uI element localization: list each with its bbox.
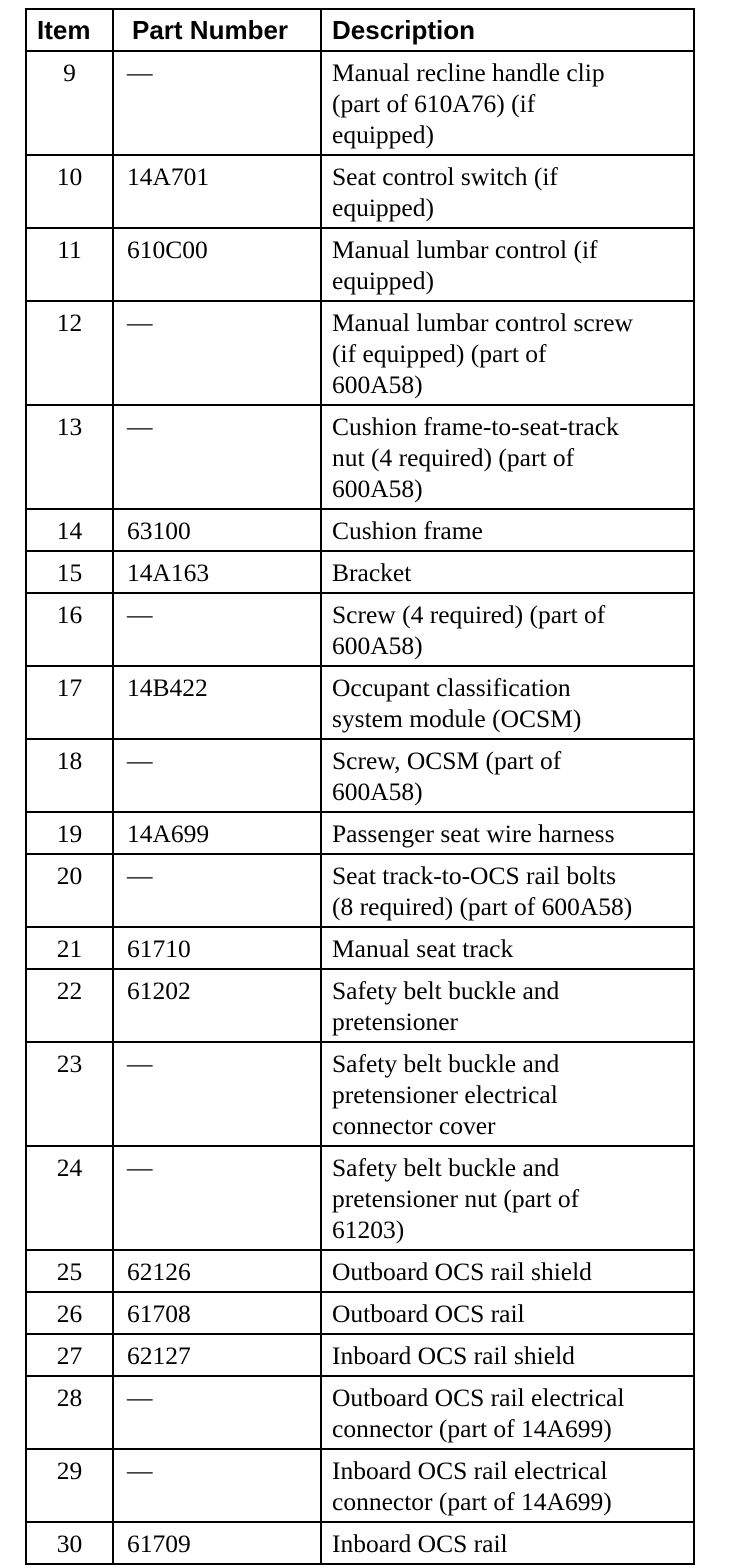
part-number-cell: 14A701: [113, 155, 321, 228]
item-cell: 27: [26, 1334, 113, 1376]
description-cell: Screw (4 required) (part of 600A58): [321, 593, 694, 666]
item-cell: 11: [26, 228, 113, 301]
part-number-cell: 61710: [113, 927, 321, 969]
part-number-cell: 62126: [113, 1250, 321, 1292]
part-number-cell: 61708: [113, 1292, 321, 1334]
header-description: Description: [321, 9, 694, 51]
description-cell: Safety belt buckle and pretensioner electrical connector cover: [321, 1042, 694, 1146]
item-cell: 19: [26, 812, 113, 854]
table-row: [26, 551, 694, 593]
description-cell: Inboard OCS rail: [321, 1522, 694, 1564]
item-cell: 20: [26, 854, 113, 927]
header-row: [26, 9, 694, 51]
table-row: [26, 854, 694, 927]
item-cell: 15: [26, 551, 113, 593]
table-row: [26, 1522, 694, 1564]
table-body: [26, 51, 694, 1564]
table-row: [26, 51, 694, 155]
item-cell: 25: [26, 1250, 113, 1292]
description-cell: Bracket: [321, 551, 694, 593]
description-cell: Occupant classification system module (OCSM): [321, 666, 694, 739]
part-number-cell: —: [113, 593, 321, 666]
table-row: [26, 1250, 694, 1292]
description-cell: Passenger seat wire harness: [321, 812, 694, 854]
table-row: [26, 1042, 694, 1146]
table-row: [26, 301, 694, 405]
description-cell: Seat control switch (if equipped): [321, 155, 694, 228]
item-cell: 23: [26, 1042, 113, 1146]
description-cell: Outboard OCS rail shield: [321, 1250, 694, 1292]
part-number-cell: —: [113, 51, 321, 155]
part-number-cell: —: [113, 739, 321, 812]
description-cell: Cushion frame: [321, 509, 694, 551]
description-cell: Manual lumbar control screw (if equipped) (part of 600A58): [321, 301, 694, 405]
item-cell: 18: [26, 739, 113, 812]
item-cell: 21: [26, 927, 113, 969]
part-number-cell: —: [113, 405, 321, 509]
part-number-cell: 61202: [113, 969, 321, 1042]
parts-table: [25, 8, 695, 1565]
description-cell: Manual seat track: [321, 927, 694, 969]
item-cell: 17: [26, 666, 113, 739]
part-number-cell: 14A699: [113, 812, 321, 854]
part-number-cell: —: [113, 301, 321, 405]
item-cell: 22: [26, 969, 113, 1042]
part-number-cell: —: [113, 1042, 321, 1146]
item-cell: 9: [26, 51, 113, 155]
part-number-cell: 14A163: [113, 551, 321, 593]
part-number-cell: —: [113, 1449, 321, 1522]
table-row: [26, 1146, 694, 1250]
description-cell: Safety belt buckle and pretensioner: [321, 969, 694, 1042]
table-row: [26, 155, 694, 228]
table-header: [26, 9, 694, 51]
item-cell: 29: [26, 1449, 113, 1522]
description-cell: Screw, OCSM (part of 600A58): [321, 739, 694, 812]
table-row: [26, 927, 694, 969]
item-cell: 30: [26, 1522, 113, 1564]
item-cell: 26: [26, 1292, 113, 1334]
part-number-cell: —: [113, 1376, 321, 1449]
description-cell: Seat track-to-OCS rail bolts (8 required) (part of 600A58): [321, 854, 694, 927]
item-cell: 28: [26, 1376, 113, 1449]
table-row: [26, 739, 694, 812]
table-row: [26, 1449, 694, 1522]
part-number-cell: —: [113, 1146, 321, 1250]
table-row: [26, 969, 694, 1042]
item-cell: 16: [26, 593, 113, 666]
item-cell: 10: [26, 155, 113, 228]
description-cell: Inboard OCS rail shield: [321, 1334, 694, 1376]
header-part-number: Part Number: [113, 9, 321, 51]
table-row: [26, 405, 694, 509]
table-row: [26, 228, 694, 301]
item-cell: 14: [26, 509, 113, 551]
table-row: [26, 593, 694, 666]
part-number-cell: —: [113, 854, 321, 927]
part-number-cell: 62127: [113, 1334, 321, 1376]
header-item: Item: [26, 9, 113, 51]
table-row: [26, 812, 694, 854]
description-cell: Cushion frame-to-seat-track nut (4 required) (part of 600A58): [321, 405, 694, 509]
table-row: [26, 1334, 694, 1376]
item-cell: 24: [26, 1146, 113, 1250]
description-cell: Outboard OCS rail electrical connector (part of 14A699): [321, 1376, 694, 1449]
description-cell: Outboard OCS rail: [321, 1292, 694, 1334]
description-cell: Inboard OCS rail electrical connector (part of 14A699): [321, 1449, 694, 1522]
item-cell: 13: [26, 405, 113, 509]
item-cell: 12: [26, 301, 113, 405]
part-number-cell: 610C00: [113, 228, 321, 301]
description-cell: Safety belt buckle and pretensioner nut (part of 61203): [321, 1146, 694, 1250]
part-number-cell: 63100: [113, 509, 321, 551]
table-row: [26, 666, 694, 739]
table-row: [26, 1292, 694, 1334]
table-row: [26, 1376, 694, 1449]
part-number-cell: 61709: [113, 1522, 321, 1564]
description-cell: Manual recline handle clip (part of 610A76) (if equipped): [321, 51, 694, 155]
table-row: [26, 509, 694, 551]
part-number-cell: 14B422: [113, 666, 321, 739]
description-cell: Manual lumbar control (if equipped): [321, 228, 694, 301]
